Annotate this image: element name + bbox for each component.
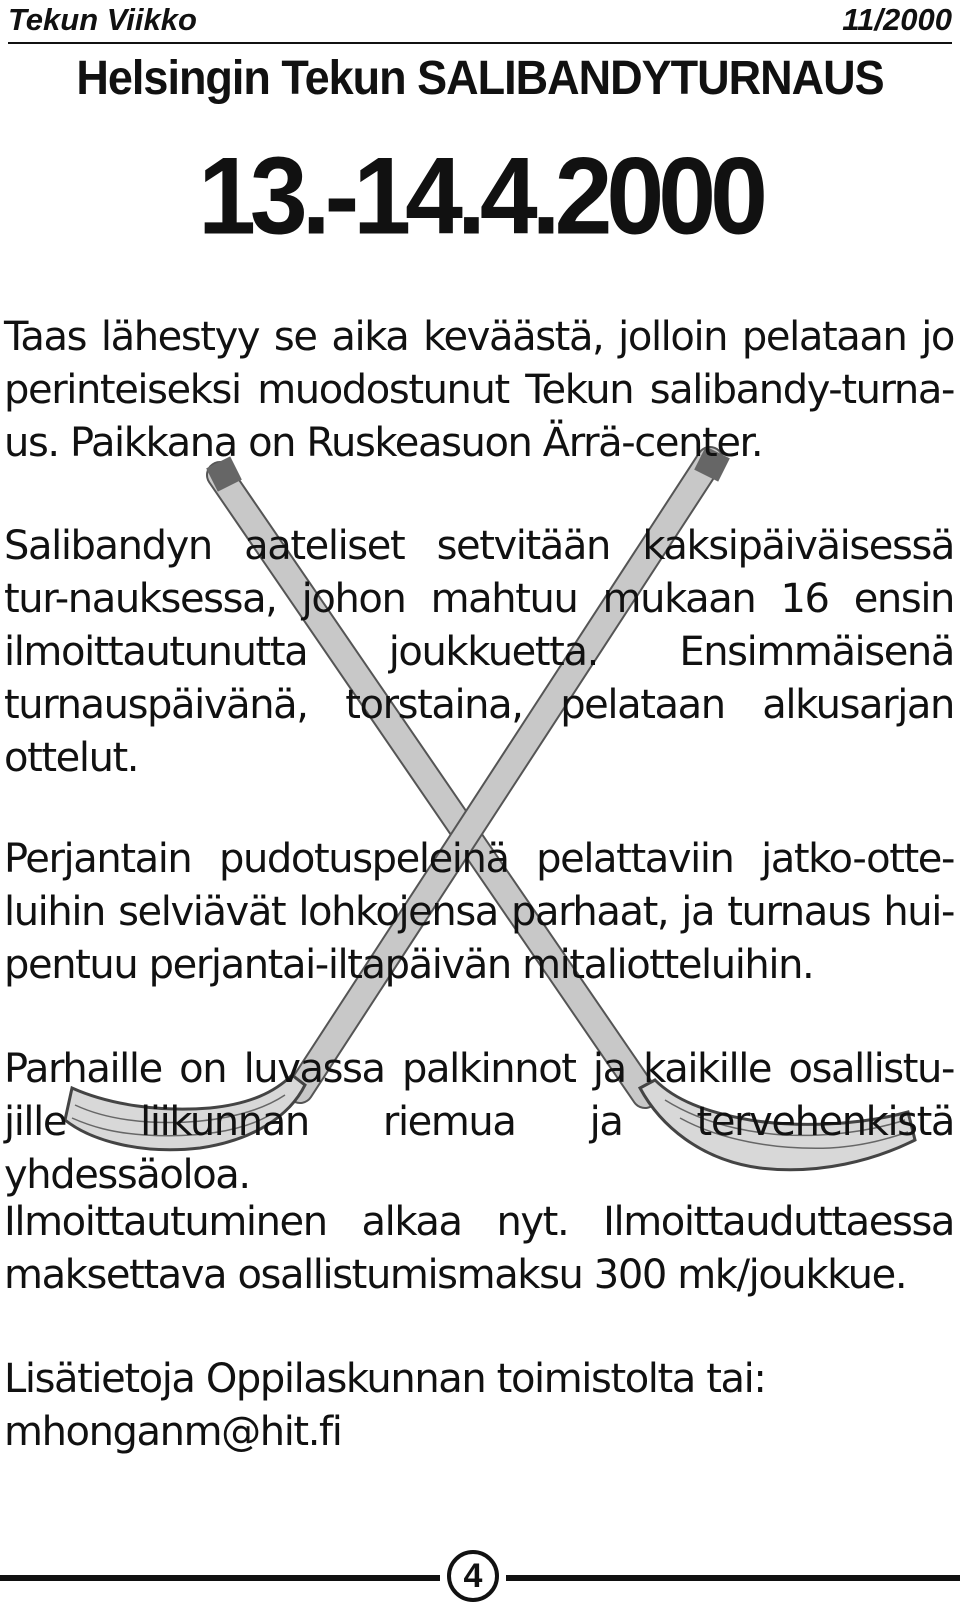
event-date: 13.-14.4.2000 (198, 136, 762, 258)
issue-number: 11/2000 (842, 2, 952, 37)
paragraph-intro: Taas lähestyy se aika keväästä, jolloin pelataan jo perinteiseksi muodostunut Tekun salibandy-turna-us. Paikkana on Ruskeasuon Ärrä-center. (4, 314, 954, 466)
paragraph-playoffs: Perjantain pudotuspeleinä pelattaviin jatko-otte-luihin selviävät lohkojensa parhaat, ja turnaus hui-pentuu perjantai-iltapäivän mitaliotteluihin. (4, 836, 954, 988)
paragraph-contact: Lisätietoja Oppilaskunnan toimistolta tai: mhonganm@hit.fi (4, 1356, 766, 1455)
page-number: 4 (447, 1550, 499, 1602)
article-headline: Helsingin Tekun SALIBANDYTURNAUS (76, 49, 884, 105)
paragraph-registration: Ilmoittautuminen alkaa nyt. Ilmoittauduttaessa maksettava osallistumismaksu 300 mk/joukkue. (4, 1199, 954, 1298)
footer-rule-right (506, 1575, 960, 1581)
publication-name: Tekun Viikko (8, 2, 197, 37)
footer-rule-left (0, 1575, 440, 1581)
paragraph-schedule: Salibandyn aateliset setvitään kaksipäiväisessä tur-nauksessa, johon mahtuu mukaan 16 ensin ilmoittautunutta joukkuetta. Ensimmäisenä turnauspäivänä, torstaina, pelataan alkusarjan ottelut. (4, 523, 954, 781)
paragraph-prizes: Parhaille on luvassa palkinnot ja kaikille osallistu-jille liikunnan riemua ja tervehenkistä yhdessäoloa. (4, 1046, 954, 1198)
